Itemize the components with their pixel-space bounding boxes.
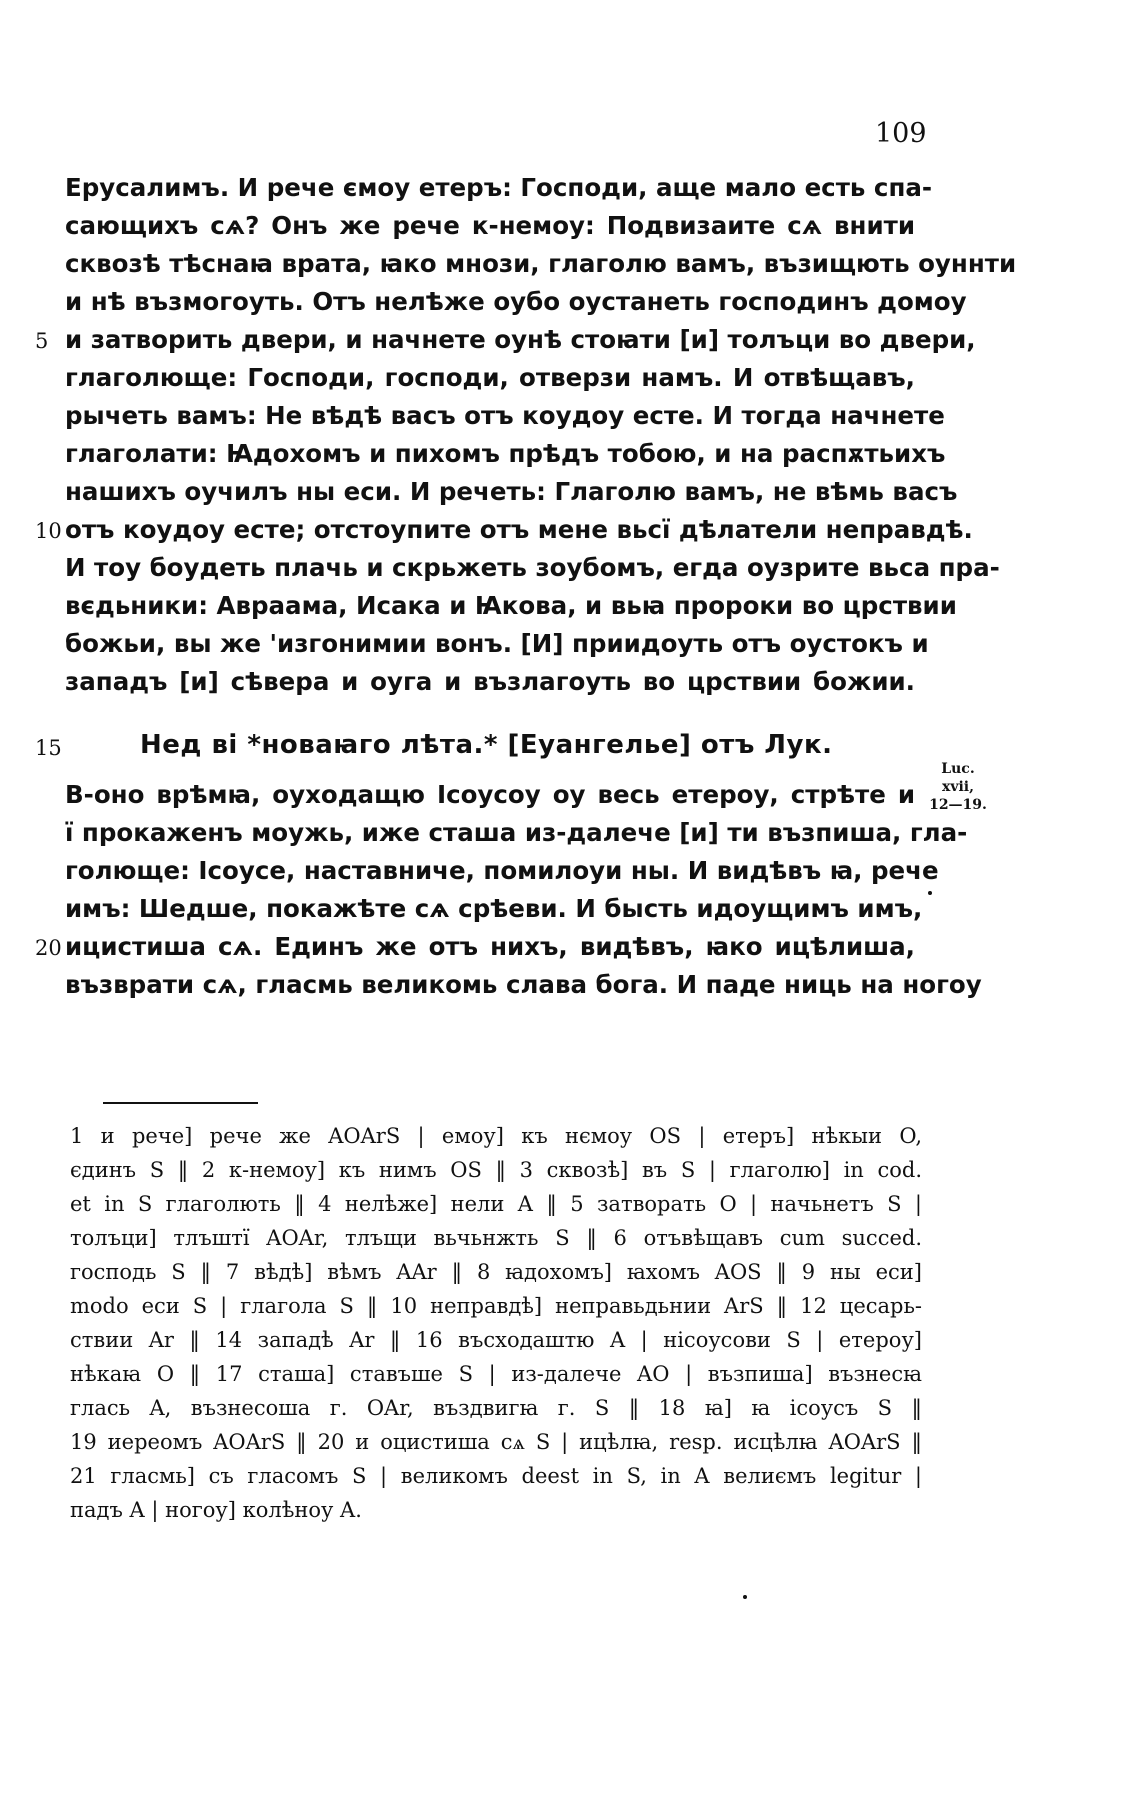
text-line: рычеть вамъ: Не вѣдѣ васъ отъ коудоу есте. И тогда начнете: [65, 401, 945, 430]
text-line: вєдьники: Авраама, Исака и Ꙗкова, и вьꙗ пророки во црствии: [65, 591, 957, 620]
text-line: имъ: Шедше, покажѣте сѧ срѣеви. И бысть идоущимъ имъ,: [65, 894, 923, 923]
footnote-line: єдинъ S ‖ 2 к-немоу] къ нимъ OS ‖ 3 сквозѣ] въ S | глаголю] in cod.: [70, 1158, 922, 1182]
line-number: 20: [35, 936, 62, 960]
margin-ref-verses: 12—19.: [929, 797, 987, 813]
text-line: ї прокаженъ моужь, иже сташа из-далече [и] ти възпиша, гла-: [65, 818, 968, 847]
line-number: 5: [35, 329, 49, 353]
ink-speck: [928, 891, 932, 895]
line-number: 15: [35, 736, 62, 760]
text-line: нашихъ оучилъ ны еси. И речеть: Глаголю вамъ, не вѣмь васъ: [65, 477, 958, 506]
margin-ref-book: Luc.: [941, 761, 975, 777]
text-line: И тоу боудеть плачь и скрьжеть зоубомъ, егда оузрите вьса пра-: [65, 553, 1000, 582]
footnote-rule: [103, 1102, 258, 1104]
footnote-line: падъ A | ногоу] колѣноу A.: [70, 1498, 362, 1522]
line-number: 10: [35, 519, 62, 543]
lection-heading: Нед ві *новаꙗго лѣта.* [Еуангелье] отъ Лук.: [140, 730, 833, 760]
footnote-line: толъци] тлъштї AOAr, тлъщи вьчьнжть S ‖ 6 отъвѣщавъ cum succed.: [70, 1226, 922, 1250]
text-line: глаголюще: Господи, господи, отверзи намъ. И отвѣщавъ,: [65, 363, 915, 392]
text-line: божьи, вы же 'изгонимии вонъ. [И] приидоуть отъ оустокъ и: [65, 629, 929, 658]
text-line: и затворить двери, и начнете оунѣ стоꙗти [и] толъци во двери,: [65, 325, 976, 354]
footnote-line: ствии Ar ‖ 14 западѣ Ar ‖ 16 въсходаштю A | нісоусови S | етероу]: [70, 1328, 922, 1352]
text-line: и нѣ възмогоуть. Отъ нелѣже оубо оустанеть господинъ домоу: [65, 287, 967, 316]
text-line: Ерусалимъ. И рече ємоу етеръ: Господи, аще мало есть спа-: [65, 173, 933, 202]
footnote-line: господь S ‖ 7 вѣдѣ] вѣмъ AAr ‖ 8 ꙗдохомъ] ꙗхомъ AOS ‖ 9 ны еси]: [70, 1260, 922, 1284]
footnote-line: modo еси S | глагола S ‖ 10 неправдѣ] неправьдьнии ArS ‖ 12 цесарь-: [70, 1294, 922, 1318]
footnote-line: 1 и рече] рече же AOArS | емоу] къ нємоу OS | етеръ] нѣкыи O,: [70, 1124, 922, 1148]
footnote-line: нѣкаꙗ O ‖ 17 сташа] ставъше S | из-далече AO | възпиша] възнесꙗ: [70, 1362, 922, 1386]
text-line: ицистиша сѧ. Единъ же отъ нихъ, видѣвъ, ꙗко ицѣлиша,: [65, 932, 915, 961]
footnote-line: глась A, възнесоша г. OAr, въздвигꙗ г. S ‖ 18 ꙗ] ꙗ ісоусъ S ‖: [70, 1396, 922, 1420]
footnote-line: 21 гласмь] съ гласомъ S | великомъ deest in S, in A велиємъ legitur |: [70, 1464, 922, 1488]
text-line: възврати сѧ, гласмь великомь слава бога. И паде ниць на ногоу: [65, 970, 982, 999]
text-line: западъ [и] сѣвера и оуга и възлагоуть во црствии божии.: [65, 667, 915, 696]
ink-speck: [743, 1595, 747, 1599]
text-line: отъ коудоу есте; отстоупите отъ мене вьсї дѣлатели неправдѣ.: [65, 515, 973, 544]
text-line: В-оно врѣмꙗ, оуходащю Ісоусоу оу весь етероу, стрѣте и: [65, 780, 915, 809]
footnote-line: 19 иереомъ AOArS ‖ 20 и оцистиша сѧ S | ицѣлꙗ, resp. исцѣлꙗ AOArS ‖: [70, 1430, 922, 1454]
margin-ref-chapter: xvii,: [942, 779, 974, 795]
margin-reference: [928, 760, 988, 814]
text-line: глаголати: Ꙗдохомъ и пихомъ прѣдъ тобою, и на распѫтьихъ: [65, 439, 946, 468]
text-line: сающихъ сѧ? Онъ же рече к-немоу: Подвизаите сѧ внити: [65, 211, 915, 240]
footnote-line: et in S глаголють ‖ 4 нелѣже] нели A ‖ 5 затворать O | начьнетъ S |: [70, 1192, 922, 1216]
text-line: сквозѣ тѣснаꙗ врата, ꙗко мнози, глаголю вамъ, възищють оуннти: [65, 249, 1017, 278]
text-line: голюще: Ісоусе, наставниче, помилоуи ны. И видѣвъ ꙗ, рече: [65, 856, 939, 885]
page-number: 109: [875, 118, 927, 149]
